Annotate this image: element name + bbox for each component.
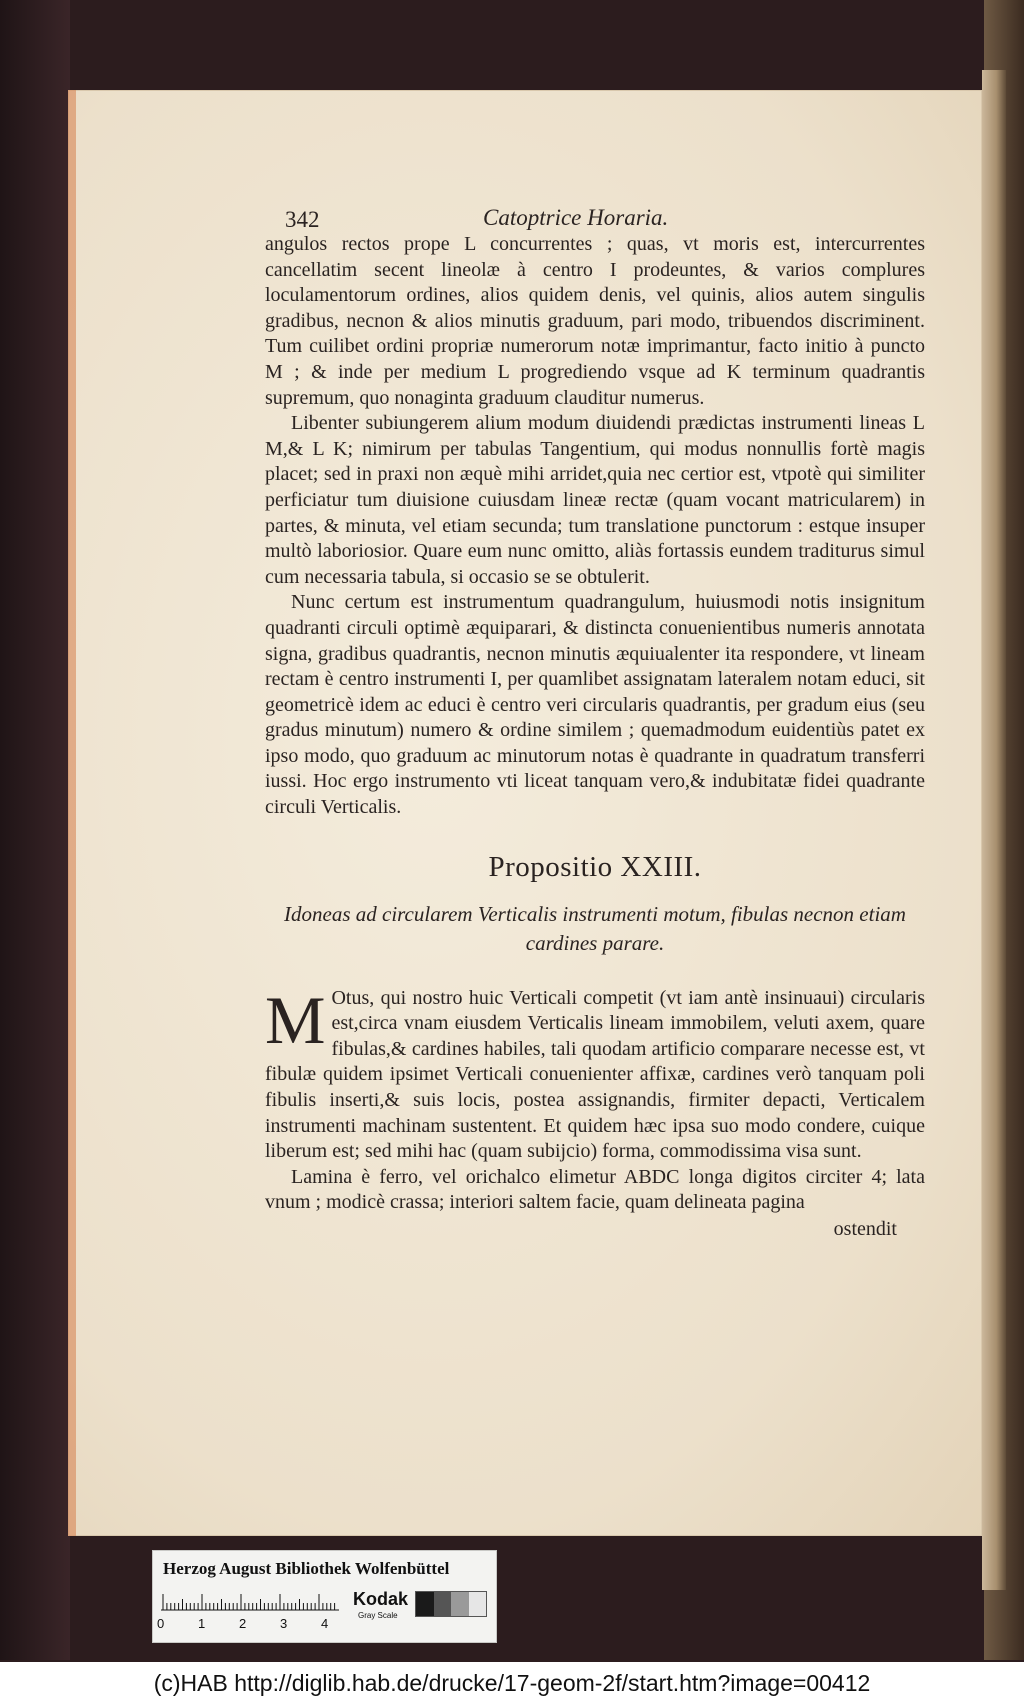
ruler-label: 2 xyxy=(239,1616,247,1631)
scanner-backdrop-left xyxy=(0,0,70,1660)
gray-patch xyxy=(451,1592,469,1616)
page-content xyxy=(265,202,925,1242)
paragraph-4-text: Otus, qui nostro huic Verticali competit (vt iam antè insinuaui) circularis est,circa vnam eiusdem Verticalis lineam immobilem, veluti axem, quare fibulas,& cardines habiles, tali quodam artificio comparare necesse est, vt fibulæ quidem ipsimet Verticali conuenienter affixæ, cardines verò tanquam poli fibulis inserti,& suis locis, postea assignandis, firmiter depacti, Verticalem instrumenti machinam sustentent. Et quidem hæc ipsa suo modo condere, cuique liberum est; sed mihi hac (quam subijcio) forma, commodissima visa sunt. xyxy=(265,986,925,1163)
gray-patch xyxy=(469,1592,487,1616)
proposition-subtitle: Idoneas ad circularem Verticalis instrumenti motum, fibulas necnon etiam cardines parare. xyxy=(284,901,906,955)
drop-cap: M xyxy=(265,981,326,1058)
paragraph-5: Lamina è ferro, vel orichalco elimetur ABDC longa digitos circiter 4; lata vnum ; modicè crassa; interiori saltem facie, quam delineata pagina xyxy=(265,1165,925,1214)
library-name: Herzog August Bibliothek Wolfenbüttel xyxy=(163,1559,450,1578)
page-edge-stain xyxy=(68,90,76,1536)
ruler-scale xyxy=(161,1591,339,1611)
book-fore-edge xyxy=(982,70,1006,1590)
paragraph-3: Nunc certum est instrumentum quadrangulum, huiusmodi notis insignitum quadranti circuli optimè æquiparari, & distincta conuenientibus numeris annotata signa, gradibus quadrantis, necnon minutis æquiualenter ita respondere, vt lineam rectam è centro instrumenti I, per quamlibet assignatam lateralem notam educi, sit geometricè idem ac educi è centro veri circularis quadrantis, per gradum eius (seu gradus minutum) numero & ordine similem ; quemadmodum euidentiùs patet ex ipso modo, quo graduum ac minutorum notas è quadrante in quadratum transferri iussi. Hoc ergo instrumento vti liceat tanquam vero,& indubitatæ fidei quadrante circuli Verticalis. xyxy=(265,591,925,819)
gray-scale-label: Gray Scale xyxy=(358,1611,398,1620)
footer-credit: (c)HAB http://diglib.hab.de/drucke/17-geom-2f/start.htm?image=00412 xyxy=(153,1670,871,1696)
running-title: Catoptrice Horaria. xyxy=(483,205,669,230)
catchword: ostendit xyxy=(833,1218,897,1240)
ruler-label: 3 xyxy=(280,1616,288,1631)
gray-patch xyxy=(416,1592,434,1616)
paragraph-4 xyxy=(265,981,925,1165)
paragraph-1: angulos rectos prope L concurrentes ; quas, vt moris est, intercurrentes cancellatim secent lineolæ à centro I prodeuntes, & varios complures loculamentorum ordines, alios quidem denis, vel quinis, alios autem singulis gradibus, necnon & alios minutis graduum, pari modo, tribuendos discriminent. Tum cuilibet ordini propriæ numerorum notæ imprimantur, facto initio à puncto M ; & inde per medium L progrediendo vsque ad K terminum quadrantis supremum, quo nonaginta graduum clauditur numerus. xyxy=(265,233,925,409)
gray-patch xyxy=(434,1592,452,1616)
page-number: 342 xyxy=(285,207,320,232)
kodak-logo: Kodak xyxy=(353,1589,409,1609)
ruler-label: 1 xyxy=(198,1616,206,1631)
calibration-card xyxy=(152,1550,497,1643)
proposition-title: Propositio XXIII. xyxy=(488,850,702,883)
ruler-label: 0 xyxy=(157,1616,165,1631)
page-header xyxy=(265,202,925,232)
ruler-label: 4 xyxy=(321,1616,329,1631)
gray-scale-patches xyxy=(415,1591,487,1617)
paragraph-2: Libenter subiungerem alium modum diuidendi prædictas instrumenti lineas L M,& L K; nimirum per tabulas Tangentium, qui modus nonnullis fortè magis placet; sed in praxi non æquè mihi arridet,quia nec certior est, vtpotè qui similiter perficiatur tum diuisione cuiusdam lineæ rectæ (quam vocant matricularem) in partes, & minuta, vel etiam secunda; tum translatione punctorum : estque insuper multò laboriosior. Quare eum nunc omitto, aliàs fortassis eundem traditurus simul cum necessaria tabula, si occasio se se obtulerit. xyxy=(265,412,925,588)
footer-bar xyxy=(0,1662,1024,1702)
